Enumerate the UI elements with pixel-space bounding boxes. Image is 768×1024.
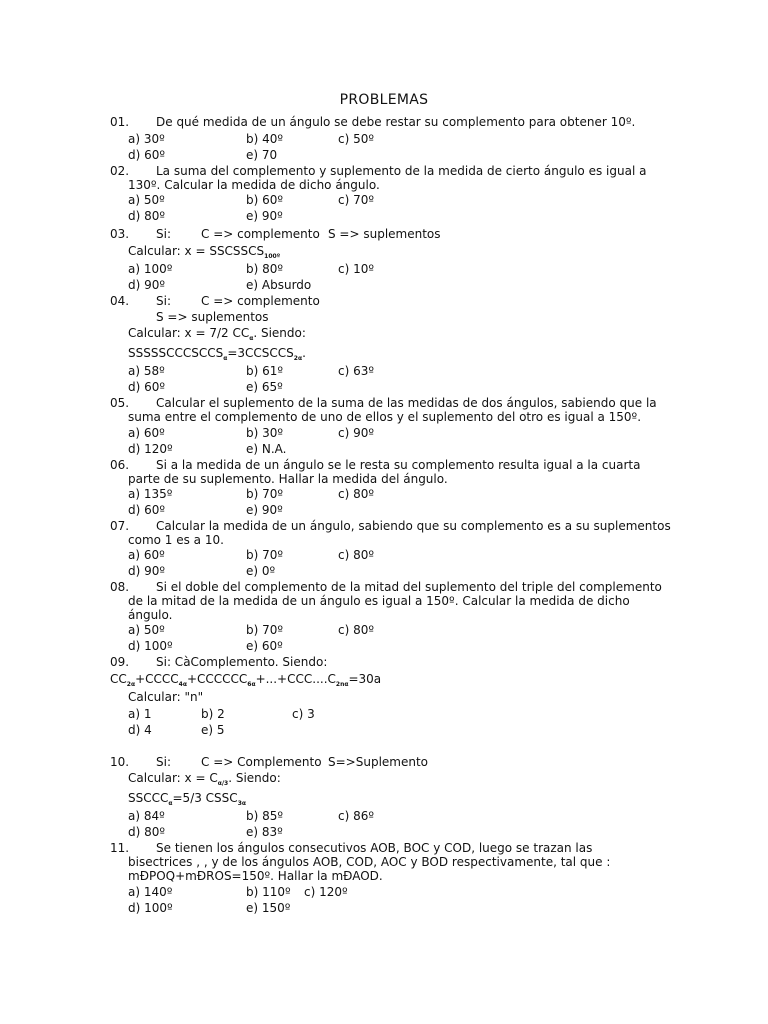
option-c: c) 80º [338, 548, 375, 562]
eq-right: =5/3 CSSC [172, 791, 238, 805]
s-definition: S => suplementos [156, 310, 269, 324]
problem-text: Se tienen los ángulos consecutivos AOB, BOC y COD, luego se trazan las [156, 841, 593, 855]
option-c: c) 80º [338, 487, 375, 501]
option-e: e) 0º [246, 564, 276, 578]
option-e: e) 60º [246, 639, 283, 653]
option-b: b) 70º [246, 487, 284, 501]
calc-expression [128, 326, 306, 346]
eq-right-subscript: 2α [293, 355, 303, 362]
calc-expression: Calcular: "n" [128, 690, 204, 704]
option-b: b) 70º [246, 548, 284, 562]
option-b: b) 30º [246, 426, 284, 440]
problem-text: Si a la medida de un ángulo se le resta su complemento resulta igual a la cuarta [156, 458, 641, 472]
equation [110, 672, 381, 692]
option-a: a) 50º [128, 623, 165, 637]
c-definition: C => complemento [201, 227, 320, 241]
option-d: d) 60º [128, 148, 166, 162]
s-definition: S => suplementos [328, 227, 441, 241]
option-c: c) 86º [338, 809, 375, 823]
problem-text: Calcular el suplemento de la suma de las medidas de dos ángulos, sabiendo que la [156, 396, 657, 410]
problem-number: 10. [110, 755, 130, 769]
problem-number: 04. [110, 294, 130, 308]
problem-number: 07. [110, 519, 130, 533]
problem-text: Si el doble del complemento de la mitad del suplemento del triple del complemento [156, 580, 662, 594]
calc-subscript: α [249, 335, 254, 342]
option-b: b) 40º [246, 132, 284, 146]
calc-subscript: α/3 [217, 780, 229, 787]
eq-term: =30a [348, 672, 382, 686]
eq-term: CC [110, 672, 127, 686]
problem-text: parte de su suplemento. Hallar la medida del ángulo. [128, 472, 448, 486]
eq-right-subscript: 3α [237, 800, 246, 807]
option-e: e) 150º [246, 901, 291, 915]
problem-text: De qué medida de un ángulo se debe restar su complemento para obtener 10º. [156, 115, 636, 129]
problem-text: La suma del complemento y suplemento de la medida de cierto ángulo es igual a [156, 164, 647, 178]
problem-text: Calcular la medida de un ángulo, sabiendo que su complemento es a su suplementos [156, 519, 671, 533]
c-definition: C => Complemento [201, 755, 322, 769]
problem-text: suma entre el complemento de uno de ellos y el suplemento del otro es igual a 150º. [128, 410, 642, 424]
option-e: e) N.A. [246, 442, 287, 456]
option-c: c) 80º [338, 623, 375, 637]
option-e: e) 65º [246, 380, 283, 394]
option-a: a) 1 [128, 707, 152, 721]
option-c: c) 63º [338, 364, 375, 378]
option-d: d) 100º [128, 639, 173, 653]
option-b: b) 80º [246, 262, 284, 276]
c-definition: C => complemento [201, 294, 320, 308]
equation [128, 791, 246, 811]
option-a: a) 60º [128, 548, 165, 562]
option-d: d) 90º [128, 278, 166, 292]
option-d: d) 80º [128, 825, 166, 839]
option-a: a) 60º [128, 426, 165, 440]
problem-text: bisectrices , , y de los ángulos AOB, COD, AOC y BOD respectivamente, tal que : [128, 855, 611, 869]
option-a: a) 50º [128, 193, 165, 207]
option-b: b) 85º [246, 809, 284, 823]
eq-term: +CCCC [135, 672, 179, 686]
option-c: c) 50º [338, 132, 375, 146]
option-b: b) 110º [246, 885, 291, 899]
option-d: d) 100º [128, 901, 173, 915]
problem-text: ángulo. [128, 608, 173, 622]
option-d: d) 90º [128, 564, 166, 578]
eq-subscript: 2nα [335, 681, 349, 688]
option-c: c) 3 [292, 707, 315, 721]
si-label: Si: [156, 294, 171, 308]
calc-text: Calcular: x = 7/2 CC [128, 326, 250, 340]
option-b: b) 60º [246, 193, 284, 207]
calc-tail: . Siendo: [228, 771, 281, 785]
problem-number: 02. [110, 164, 130, 178]
option-e: e) 90º [246, 503, 283, 517]
option-c: c) 70º [338, 193, 375, 207]
equation [128, 346, 306, 366]
eq-left-subscript: α [168, 800, 173, 807]
option-b: b) 2 [201, 707, 225, 721]
problem-number: 06. [110, 458, 130, 472]
option-a: a) 30º [128, 132, 165, 146]
option-d: d) 80º [128, 209, 166, 223]
calc-text: Calcular: x = C [128, 771, 218, 785]
option-b: b) 61º [246, 364, 284, 378]
option-a: a) 100º [128, 262, 173, 276]
option-d: d) 60º [128, 380, 166, 394]
option-d: d) 120º [128, 442, 173, 456]
eq-subscript: 6α [247, 681, 256, 688]
option-e: e) 90º [246, 209, 283, 223]
si-label: Si: [156, 227, 171, 241]
eq-right: =3CCSCCS [227, 346, 294, 360]
si-label: Si: [156, 755, 171, 769]
eq-subscript: 4α [178, 681, 187, 688]
option-c: c) 120º [304, 885, 348, 899]
option-a: a) 135º [128, 487, 173, 501]
problem-number: 09. [110, 655, 130, 669]
option-d: d) 4 [128, 723, 152, 737]
eq-left: SSCCC [128, 791, 169, 805]
option-b: b) 70º [246, 623, 284, 637]
eq-end: . [302, 346, 306, 360]
option-e: e) 83º [246, 825, 283, 839]
calc-subscript: 100º [264, 253, 281, 260]
s-definition: S=>Suplemento [328, 755, 429, 769]
problem-number: 01. [110, 115, 130, 129]
eq-term: +CCCCCC [186, 672, 248, 686]
option-c: c) 10º [338, 262, 375, 276]
calc-tail: . Siendo: [253, 326, 306, 340]
problem-number: 03. [110, 227, 130, 241]
eq-subscript: 2α [126, 681, 136, 688]
calc-expression [128, 244, 280, 264]
option-d: d) 60º [128, 503, 166, 517]
problem-text: 130º. Calcular la medida de dicho ángulo. [128, 178, 380, 192]
problem-number: 05. [110, 396, 130, 410]
calc-text: Calcular: x = SSCSSCS [128, 244, 265, 258]
eq-left-subscript: α [223, 355, 228, 362]
option-e: e) 70 [246, 148, 278, 162]
option-c: c) 90º [338, 426, 375, 440]
problem-number: 11. [110, 841, 130, 855]
problem-text: como 1 es a 10. [128, 533, 224, 547]
option-a: a) 140º [128, 885, 173, 899]
option-e: e) 5 [201, 723, 225, 737]
page-title: PROBLEMAS [339, 92, 429, 108]
problem-number: 08. [110, 580, 130, 594]
eq-left: SSSSSCCCSCCS [128, 346, 224, 360]
option-a: a) 84º [128, 809, 165, 823]
si-label: Si: CàComplemento. Siendo: [156, 655, 328, 669]
eq-term: +...+CCC....C [255, 672, 336, 686]
option-a: a) 58º [128, 364, 165, 378]
problem-text: de la mitad de la medida de un ángulo es igual a 150º. Calcular la medida de dicho [128, 594, 630, 608]
calc-expression [128, 771, 281, 791]
option-e: e) Absurdo [246, 278, 312, 292]
problem-text: mÐPOQ+mÐROS=150º. Hallar la mÐAOD. [128, 869, 383, 883]
